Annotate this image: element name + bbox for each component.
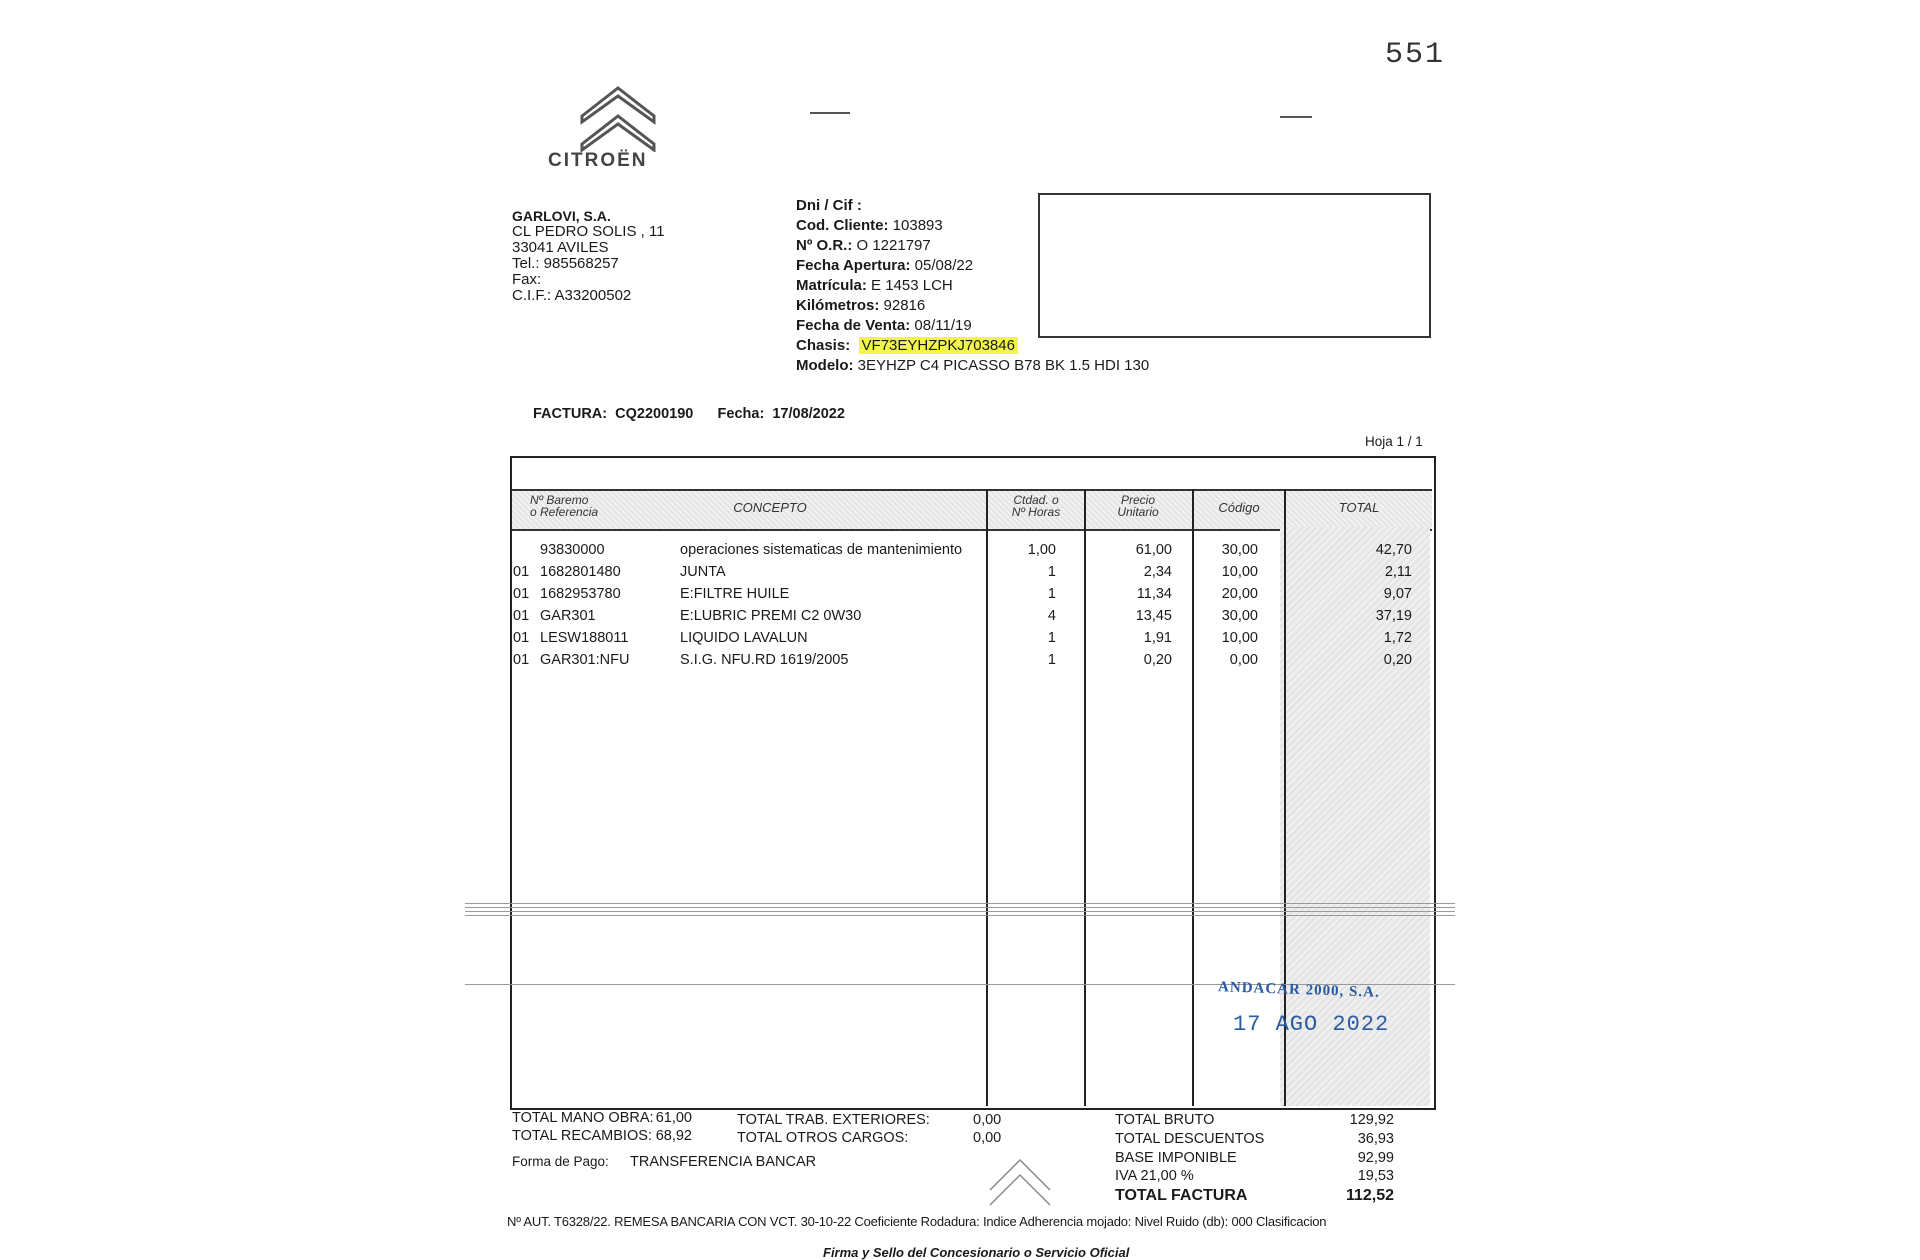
cell-concepto: JUNTA xyxy=(680,564,726,580)
header-precio xyxy=(1088,494,1188,518)
value-base-imponible: 92,99 xyxy=(1357,1150,1394,1166)
cell-total: 2,11 xyxy=(1384,564,1412,580)
factura-number: CQ2200190 xyxy=(615,406,694,422)
apertura-label: Fecha Apertura: xyxy=(796,257,911,274)
label-forma-pago: Forma de Pago: xyxy=(512,1154,609,1169)
label-total-descuentos: TOTAL DESCUENTOS xyxy=(1115,1131,1265,1147)
cell-total: 1,72 xyxy=(1383,630,1412,646)
header-total: TOTAL xyxy=(1338,500,1380,515)
value-mano-obra: 61,00 xyxy=(655,1110,692,1126)
header-cant-line2: Nº Horas xyxy=(1011,505,1061,519)
cell-ref: GAR301 xyxy=(540,608,596,624)
cell-cant: 1 xyxy=(1047,630,1056,646)
value-forma-pago: TRANSFERENCIA BANCAR xyxy=(630,1154,817,1170)
cell-precio: 0,20 xyxy=(1143,652,1172,668)
cell-codigo: 30,00 xyxy=(1221,608,1258,624)
header-codigo: Código xyxy=(1218,500,1260,515)
cell-cant: 1 xyxy=(1047,586,1056,602)
scan-mark xyxy=(1280,116,1312,118)
cell-ref: LESW188011 xyxy=(540,630,629,646)
matricula-label: Matrícula: xyxy=(796,277,867,294)
dealer-stamp-name: ANDACAR 2000, S.A. xyxy=(1217,979,1381,1001)
value-otros-cargos: 0,00 xyxy=(973,1130,1002,1146)
header-ref-line2: o Referencia xyxy=(530,505,599,519)
matricula-value: E 1453 LCH xyxy=(871,277,953,294)
km-value: 92816 xyxy=(883,297,926,314)
company-city: 33041 AVILES xyxy=(512,239,609,256)
scan-artifact xyxy=(465,903,1455,904)
cell-codigo: 20,00 xyxy=(1221,586,1258,602)
cell-total: 37,19 xyxy=(1375,608,1412,624)
value-trab-ext: 0,00 xyxy=(973,1112,1002,1128)
cell-codigo: 10,00 xyxy=(1221,564,1258,580)
header-precio-line2: Unitario xyxy=(1117,505,1159,519)
venta-value: 08/11/19 xyxy=(914,317,972,334)
header-ref-line1: Nº Baremo xyxy=(530,493,589,507)
chasis-label: Chasis: xyxy=(796,337,851,354)
cell-concepto: E:FILTRE HUILE xyxy=(680,586,790,602)
label-recambios: TOTAL RECAMBIOS: xyxy=(512,1128,652,1144)
faint-stamp-mark xyxy=(985,1150,1055,1210)
column-divider xyxy=(986,489,988,1106)
header-concepto: CONCEPTO xyxy=(733,500,807,515)
company-fax: Fax: xyxy=(512,271,542,288)
cell-cant: 4 xyxy=(1047,608,1056,624)
company-block xyxy=(512,208,665,304)
cell-pre: 01 xyxy=(513,630,530,646)
cell-ref: 93830000 xyxy=(540,542,605,558)
signature-caption: Firma y Sello del Concesionario o Servicio Oficial xyxy=(823,1245,1130,1260)
cell-ref: 1682801480 xyxy=(540,564,621,580)
value-total-descuentos: 36,93 xyxy=(1357,1131,1394,1147)
cell-ref: 1682953780 xyxy=(540,586,621,602)
or-label: Nº O.R.: xyxy=(796,237,853,254)
modelo-value: 3EYHZP C4 PICASSO B78 BK 1.5 HDI 130 xyxy=(857,357,1150,374)
header-ref xyxy=(530,494,598,518)
value-recambios: 68,92 xyxy=(655,1128,692,1144)
cell-ref: GAR301:NFU xyxy=(540,652,630,668)
invoice-line xyxy=(533,405,845,423)
column-divider xyxy=(1084,489,1086,1106)
label-total-bruto: TOTAL BRUTO xyxy=(1115,1112,1215,1128)
company-tel: Tel.: 985568257 xyxy=(512,255,619,272)
cell-cant: 1,00 xyxy=(1027,542,1056,558)
label-otros-cargos: TOTAL OTROS CARGOS: xyxy=(737,1130,909,1146)
label-total-factura: TOTAL FACTURA xyxy=(1115,1187,1248,1204)
citroen-chevron-logo xyxy=(578,82,658,152)
modelo-label: Modelo: xyxy=(796,357,854,374)
value-total-factura: 112,52 xyxy=(1345,1187,1394,1204)
label-iva: IVA 21,00 % xyxy=(1115,1168,1194,1184)
cell-pre: 01 xyxy=(513,608,530,624)
apertura-value: 05/08/22 xyxy=(914,257,974,274)
cell-pre: 01 xyxy=(513,564,530,580)
scan-artifact xyxy=(465,907,1455,908)
cell-concepto: S.I.G. NFU.RD 1619/2005 xyxy=(680,652,849,668)
scan-mark xyxy=(810,112,850,114)
cell-concepto: LIQUIDO LAVALUN xyxy=(680,630,808,646)
company-street: CL PEDRO SOLIS , 11 xyxy=(512,223,665,240)
recipient-address-box xyxy=(1038,193,1431,338)
label-mano-obra: TOTAL MANO OBRA: xyxy=(512,1110,654,1126)
cell-codigo: 30,00 xyxy=(1221,542,1258,558)
company-name: GARLOVI, S.A. xyxy=(512,208,611,224)
cell-codigo: 10,00 xyxy=(1221,630,1258,646)
cell-total: 9,07 xyxy=(1383,586,1412,602)
scan-artifact xyxy=(465,915,1455,916)
cod-cliente-label: Cod. Cliente: xyxy=(796,217,889,234)
cod-cliente-value: 103893 xyxy=(892,217,943,234)
header-cantidad xyxy=(990,494,1082,518)
footer-note: Nº AUT. T6328/22. REMESA BANCARIA CON VCT. 30-10-22 Coeficiente Rodadura: Indice Adherencia mojado: Nivel Ruido (db): 000 Clasificacion xyxy=(507,1214,1327,1229)
column-divider xyxy=(1192,489,1194,1106)
sheet-count: Hoja 1 / 1 xyxy=(1365,434,1423,449)
chasis-value: VF73EYHZPKJ703846 xyxy=(859,337,1018,354)
brand-name: CITROËN xyxy=(548,150,648,171)
dealer-stamp-date: 17 AGO 2022 xyxy=(1233,1012,1390,1037)
value-total-bruto: 129,92 xyxy=(1349,1112,1394,1128)
cell-precio: 2,34 xyxy=(1143,564,1172,580)
cell-precio: 11,34 xyxy=(1136,586,1172,602)
cell-pre: 01 xyxy=(513,586,530,602)
cell-concepto: E:LUBRIC PREMI C2 0W30 xyxy=(680,608,862,624)
header-cant-line1: Ctdad. o xyxy=(1013,493,1059,507)
fecha-label: Fecha: xyxy=(717,406,765,422)
scan-artifact xyxy=(465,911,1455,912)
or-value: O 1221797 xyxy=(856,237,931,254)
fecha-value: 17/08/2022 xyxy=(772,406,845,422)
cell-cant: 1 xyxy=(1047,652,1056,668)
venta-label: Fecha de Venta: xyxy=(796,317,911,334)
cell-codigo: 0,00 xyxy=(1229,652,1258,668)
cell-concepto: operaciones sistematicas de mantenimiento xyxy=(680,542,963,558)
header-precio-line1: Precio xyxy=(1120,493,1155,507)
cell-total: 42,70 xyxy=(1375,542,1412,558)
company-cif: C.I.F.: A33200502 xyxy=(512,287,632,304)
page-number: 551 xyxy=(1385,38,1446,72)
km-label: Kilómetros: xyxy=(796,297,880,314)
cell-pre: 01 xyxy=(513,652,530,668)
label-trab-ext: TOTAL TRAB. EXTERIORES: xyxy=(737,1112,930,1128)
label-base-imponible: BASE IMPONIBLE xyxy=(1115,1150,1237,1166)
factura-label: FACTURA: xyxy=(533,406,608,422)
cell-precio: 61,00 xyxy=(1135,542,1172,558)
cell-total: 0,20 xyxy=(1383,652,1412,668)
value-iva: 19,53 xyxy=(1357,1168,1394,1184)
cell-precio: 1,91 xyxy=(1143,630,1172,646)
cell-cant: 1 xyxy=(1047,564,1056,580)
cell-precio: 13,45 xyxy=(1135,608,1172,624)
dni-label: Dni / Cif : xyxy=(796,197,862,214)
